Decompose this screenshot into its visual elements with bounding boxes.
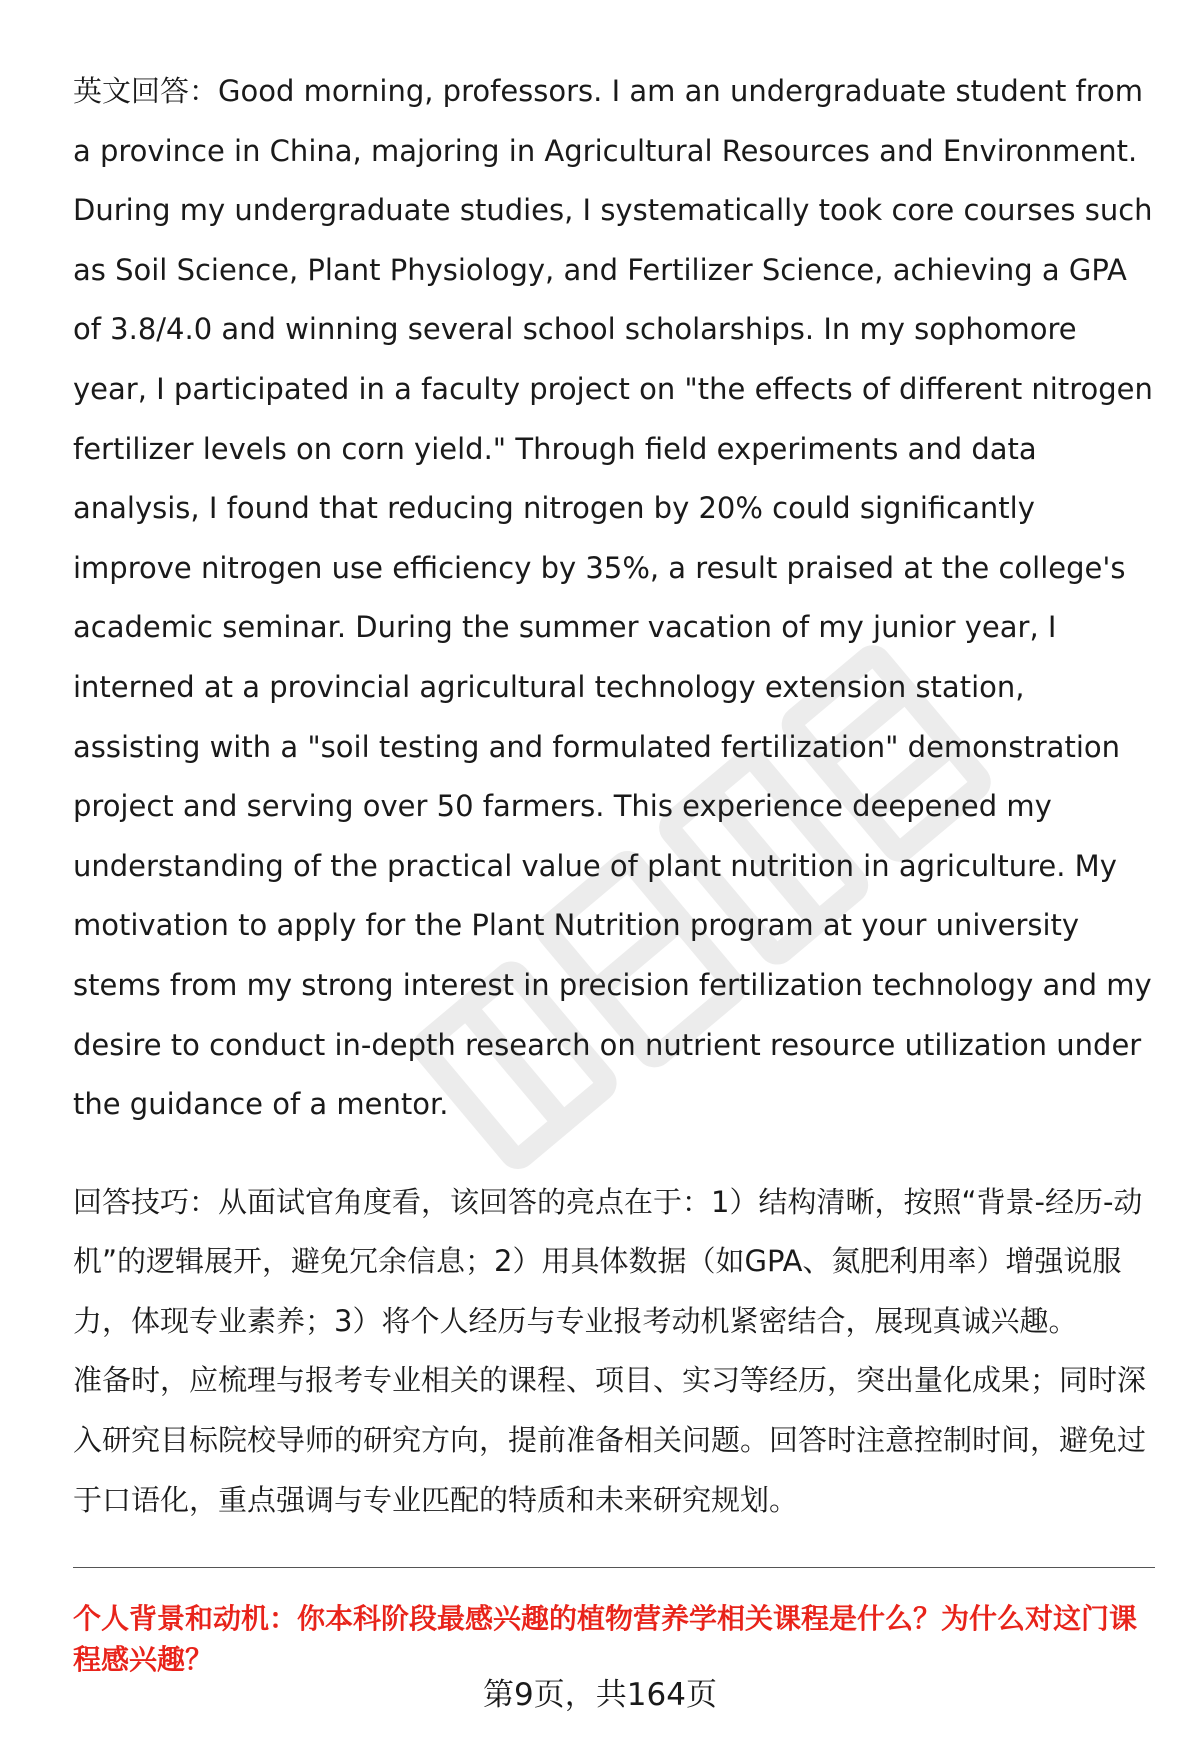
english-answer-text: Good morning, professors. I am an undergraduate student from a province in China, majoring in Agricultural Resources and Environment. During my undergraduate studies, I systematically took core courses such as Soil Science, Plant Physiology, and Fertilizer Science, achieving a GPA of 3.8/4.0 and winning several school scholarships. In my sophomore year, I participated in a faculty project on "the effects of different nitrogen fertilizer levels on corn yield." Through field experiments and data analysis, I found that reducing nitrogen by 20% could significantly improve nitrogen use efficiency by 35%, a result praised at the college's academic seminar. During the summer vacation of my junior year, I interned at a provincial agricultural technology extension station, assisting with a "soil testing and formulated fertilization" demonstration project and serving over 50 farmers. This experience deepened my understanding of the practical value of plant nutrition in agriculture. My motivation to apply for the Plant Nutrition program at your university stems from my strong interest in precision fertilization technology and my desire to conduct in-depth research on nutrient resource utilization under the guidance of a mentor.: [73, 74, 1153, 1122]
document-page: [73, 62, 1158, 1530]
tips-paragraph-1: [73, 1173, 1158, 1352]
next-question-heading: 个人背景和动机：你本科阶段最感兴趣的植物营养学相关课程是什么？为什么对这门课程感兴趣？: [73, 1602, 1138, 1676]
page-number-footer: 第9页，共164页: [483, 1677, 717, 1713]
english-answer-label: 英文回答：: [73, 74, 219, 108]
answer-tips-section: [73, 1173, 1158, 1531]
tips-label: 回答技巧：: [73, 1184, 219, 1219]
section-divider: [73, 1567, 1155, 1568]
english-answer-paragraph: [73, 62, 1158, 1135]
tips-paragraph-2: 准备时，应梳理与报考专业相关的课程、项目、实习等经历，突出量化成果；同时深入研究目标院校导师的研究方向，提前准备相关问题。回答时注意控制时间，避免过于口语化，重点强调与专业匹配的特质和未来研究规划。: [73, 1363, 1147, 1517]
tips-text-1: 从面试官角度看，该回答的亮点在于：1）结构清晰，按照“背景-经历-动机”的逻辑展开，避免冗余信息；2）用具体数据（如GPA、氮肥利用率）增强说服力，体现专业素养；3）将个人经历与专业报考动机紧密结合，展现真诚兴趣。: [73, 1184, 1143, 1338]
